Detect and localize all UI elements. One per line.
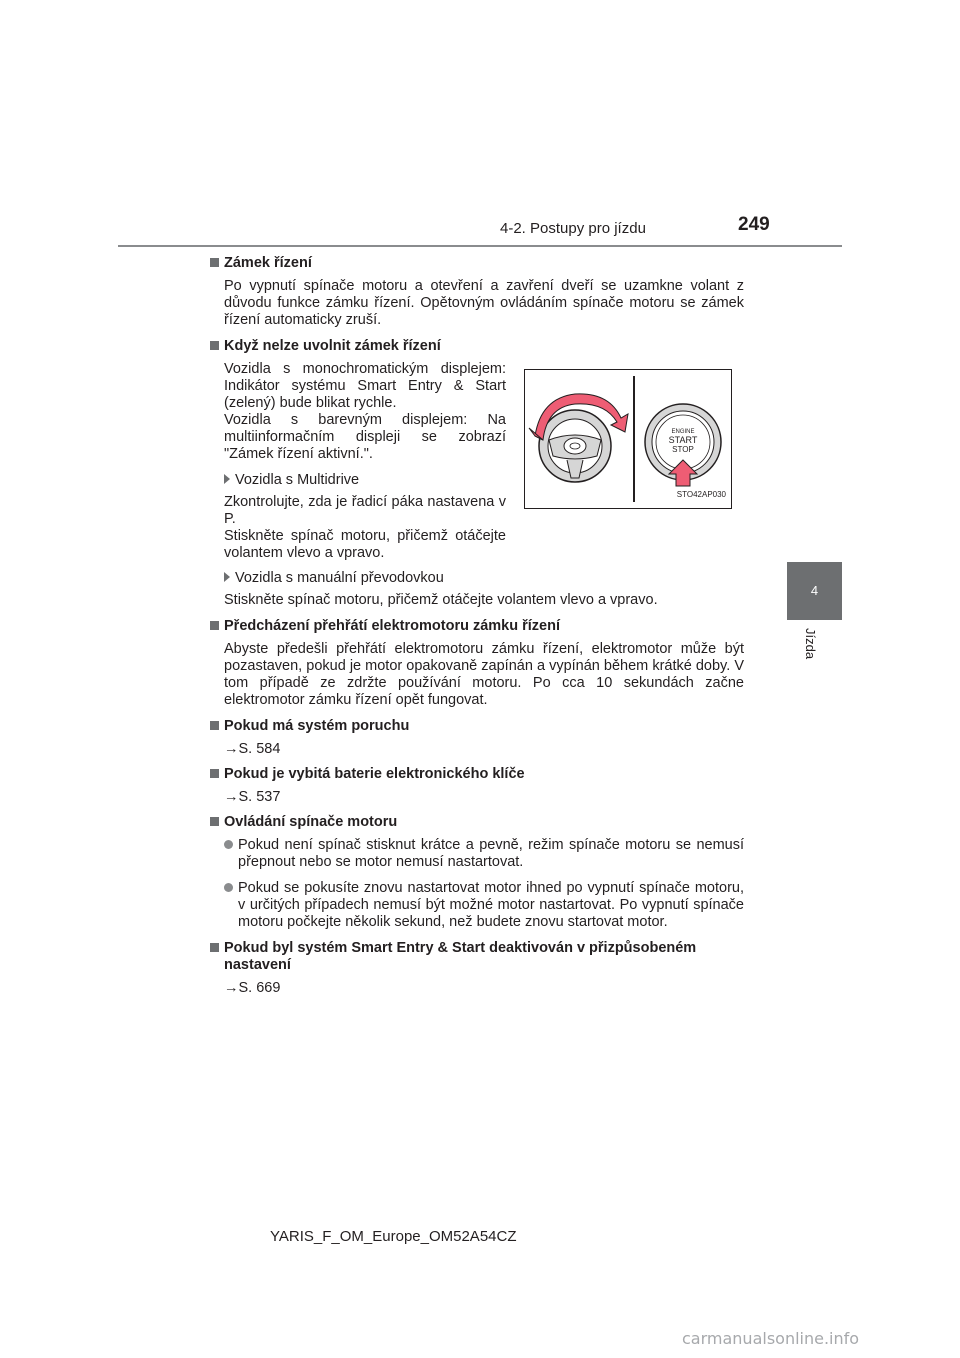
section-heading-key-battery: Pokud je vybitá baterie elektronického klíče <box>210 766 744 783</box>
square-bullet-icon <box>210 769 219 778</box>
triangle-bullet-icon <box>224 474 230 484</box>
square-bullet-icon <box>210 721 219 730</box>
section-heading-lock-release: Když nelze uvolnit zámek řízení <box>210 338 744 355</box>
button-label-start: START <box>668 435 698 445</box>
header-section-title: 4-2. Postupy pro jízdu <box>500 220 646 237</box>
main-content <box>210 255 744 1005</box>
lock-release-text <box>210 361 506 562</box>
manual-label: Vozidla s manuální převodovkou <box>210 570 744 587</box>
system-deactivated-page-ref[interactable]: →S. 669 <box>224 980 281 996</box>
section-heading-switch-operation: Ovládání spínače motoru <box>210 814 744 831</box>
section-heading-malfunction: Pokud má systém poruchu <box>210 718 744 735</box>
page-number: 249 <box>738 214 770 235</box>
square-bullet-icon <box>210 943 219 952</box>
section-heading-system-deactivated: Pokud byl systém Smart Entry & Start deaktivován v přizpůsobeném nastavení <box>210 940 744 974</box>
multidrive-text-2: Stiskněte spínač motoru, přičemž otáčejte volantem vlevo a vpravo. <box>224 528 506 561</box>
button-label-stop: STOP <box>672 445 694 454</box>
lock-release-block <box>210 361 744 562</box>
multidrive-label: Vozidla s Multidrive <box>210 472 506 489</box>
triangle-bullet-icon <box>224 572 230 582</box>
button-label-engine: ENGINE <box>671 429 695 435</box>
malfunction-page-ref[interactable]: →S. 584 <box>224 741 281 757</box>
square-bullet-icon <box>210 817 219 826</box>
steering-lock-text: Po vypnutí spínače motoru a otevření a zavření dveří se uzamkne volant z důvodu funkce zámku řízení. Opětovným ovládáním spínače motoru se zámek řízení automaticky zruší. <box>224 278 744 328</box>
square-bullet-icon <box>210 621 219 630</box>
overheat-text: Abyste předešli přehřátí elektromotoru zámku řízení, elektromotor může být pozastaven, pokud je motor opakovaně zapínán a vypínán během krátké doby. V tom případě ze zdržte používání motoru. Po cca 10 sekundách začne elektromotor zámku řízení opět fungovat. <box>224 641 744 708</box>
circle-bullet-icon <box>224 883 233 892</box>
switch-operation-bullet-1: Pokud není spínač stisknut krátce a pevně, režim spínače motoru se nemusí přepnout nebo se motor nemusí nastartovat. <box>210 837 744 871</box>
document-id: YARIS_F_OM_Europe_OM52A54CZ <box>270 1228 517 1245</box>
key-battery-page-ref[interactable]: →S. 537 <box>224 789 281 805</box>
monochrome-display-text: Vozidla s monochromatickým displejem: Indikátor systému Smart Entry & Start (zelený) bude blikat rychle. <box>224 361 506 411</box>
section-heading-overheat: Předcházení přehřátí elektromotoru zámku řízení <box>210 618 744 635</box>
multidrive-text-1: Zkontrolujte, zda je řadicí páka nastavena v P. <box>224 494 506 527</box>
square-bullet-icon <box>210 341 219 350</box>
header-divider <box>118 245 842 247</box>
color-display-text: Vozidla s barevným displejem: Na multiinformačním displeji se zobrazí "Zámek řízení aktivní.". <box>224 412 506 462</box>
circle-bullet-icon <box>224 840 233 849</box>
steering-wheel-icon <box>539 410 611 482</box>
steering-lock-illustration <box>524 369 732 509</box>
square-bullet-icon <box>210 258 219 267</box>
figure-code: STO42AP030 <box>676 490 726 499</box>
chapter-tab[interactable]: 4 <box>787 562 842 620</box>
switch-operation-bullet-2: Pokud se pokusíte znovu nastartovat motor ihned po vypnutí spínače motoru, v určitých případech nemusí být možné motor nastartovat. Po vypnutí spínače motoru počkejte několik sekund, než budete znovu startovat motor. <box>210 880 744 931</box>
section-heading-steering-lock: Zámek řízení <box>210 255 744 272</box>
watermark: carmanualsonline.info <box>682 1329 860 1348</box>
chapter-label: Jízda <box>803 628 818 660</box>
manual-text: Stiskněte spínač motoru, přičemž otáčejte volantem vlevo a vpravo. <box>224 592 658 608</box>
